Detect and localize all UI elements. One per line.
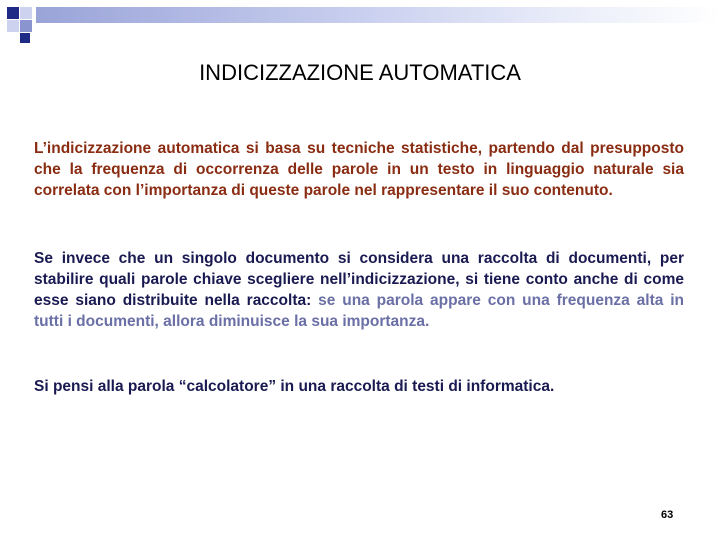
corner-square-dark-1 (7, 7, 19, 19)
corner-square-light-2 (20, 7, 32, 19)
paragraph-example: Si pensi alla parola “calcolatore” in una raccolta di testi di informatica. (34, 378, 555, 395)
slide-title: INDICIZZAZIONE AUTOMATICA (199, 60, 521, 85)
page-number: 63 (661, 509, 674, 521)
paragraph-collection (34, 248, 684, 332)
paragraph-collection-main: Se invece che un singolo documento si considera una raccolta di documenti, per stabilire quali parole chiave scegliere nell’indicizzazione, si tiene conto anche di come esse siano distribuite nella raccolta: (34, 250, 684, 309)
paragraph-collection-highlight: se una parola appare con una frequenza alta in tutti i documenti, allora diminuisce la sua importanza. (34, 292, 684, 330)
corner-square-light-1 (7, 20, 19, 32)
corner-square-mid-1 (20, 20, 32, 32)
paragraph-intro: L’indicizzazione automatica si basa su tecniche statistiche, partendo dal presupposto che la frequenza di occorrenza delle parole in un testo in linguaggio naturale sia correlata con l’importanza di queste parole nel rappresentare il suo contenuto. (34, 140, 684, 199)
corner-square-dark-2 (20, 33, 30, 43)
decorative-top-bar (36, 7, 720, 23)
